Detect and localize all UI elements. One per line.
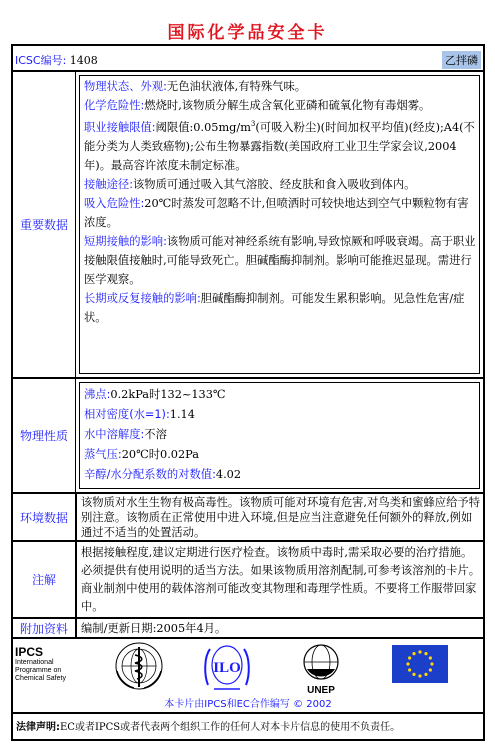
eu-star-icon bbox=[429, 656, 432, 659]
eu-star-icon bbox=[406, 662, 409, 665]
section-environmental-data bbox=[13, 494, 483, 542]
eu-star-icon bbox=[412, 673, 415, 676]
section-label: 附加资料 bbox=[13, 619, 76, 637]
section-physical-properties bbox=[13, 379, 483, 494]
icsc-number bbox=[15, 52, 98, 68]
section-label: 注解 bbox=[13, 542, 76, 617]
item-exposure-limits: 职业接触限值:阈限值$:0.05mg/m^3$(可吸入粉尘)(时间加权平均值)(经皮);A4(不能分类为人类致癌物);公布生物暴露指数(美国政府工业卫生学家会议,2004年)。最高容许浓度未制定标准。 bbox=[84, 120, 475, 172]
item-inhalation-risk: 吸入危险性:20℃时蒸发可忽略不计,但喷洒时可较快地达到空气中颗粒物有害浓度。 bbox=[84, 196, 469, 229]
unep-logo-text: UNEP bbox=[307, 685, 335, 696]
legal-label: 法律声明: bbox=[16, 722, 60, 733]
ipcs-sub-1: International bbox=[15, 659, 54, 666]
physical-properties-content bbox=[79, 382, 480, 489]
eu-star-icon bbox=[412, 652, 415, 655]
item-boiling-point: 沸点:0.2kPa时132~133℃ bbox=[84, 388, 226, 401]
ipcs-sub-3: Chemical Safety bbox=[15, 675, 66, 682]
item-chemical-danger: 化学危险性:燃烧时,该物质分解生成含氧化亚磷和硫氧化物有毒烟雾。 bbox=[84, 99, 431, 112]
eu-star-icon bbox=[429, 668, 432, 671]
ipcs-title: IPCS bbox=[15, 645, 44, 659]
icsc-number-label: ICSC编号: bbox=[15, 54, 67, 67]
item-water-solubility: 水中溶解度:不溶 bbox=[84, 428, 167, 441]
ilo-emblem-icon bbox=[202, 641, 252, 693]
logos-caption: 本卡片由IPCS和EC合作编写 © 2002 bbox=[164, 699, 332, 710]
environmental-text: 该物质对水生生物有极高毒性。该物质可能对环境有危害,对鸟类和蜜蜂应给予特别注意。该物质在正常使用中进入环境,但是应当注意避免任何额外的释放,例如通过不适当的处置活动。 bbox=[76, 494, 483, 540]
eu-star-icon bbox=[424, 652, 427, 655]
eu-star-icon bbox=[408, 656, 411, 659]
item-octanol-water: 辛醇/水分配系数的对数值:4.02 bbox=[84, 468, 242, 481]
legal-notice bbox=[13, 714, 483, 738]
section-notes bbox=[13, 542, 483, 619]
who-emblem-icon bbox=[114, 641, 164, 691]
legal-text: EC或者IPCS或者代表两个组织工作的任何人对本卡片信息的使用不负责任。 bbox=[60, 722, 401, 733]
ipcs-block bbox=[15, 645, 90, 683]
eu-flag-icon bbox=[392, 645, 448, 683]
section-label: 物理性质 bbox=[13, 379, 76, 492]
id-row bbox=[13, 46, 483, 72]
ipcs-sub-2: Programme on bbox=[15, 667, 62, 674]
icsc-card bbox=[11, 44, 485, 741]
eu-star-icon bbox=[430, 662, 433, 665]
eu-star-icon bbox=[418, 650, 421, 653]
item-exposure-routes: 接触途径:该物质可通过吸入其气溶胶、经皮肤和食入吸收到体内。 bbox=[84, 177, 416, 191]
chemical-name[interactable]: 乙拌磷 bbox=[442, 51, 481, 69]
eu-star-icon bbox=[424, 673, 427, 676]
item-vapour-pressure: 蒸气压:20℃时0.02Pa bbox=[84, 448, 199, 461]
additional-text: 编制/更新日期:2005年4月。 bbox=[76, 619, 483, 637]
ilo-logo-text: ILO bbox=[213, 660, 241, 676]
section-label: 环境数据 bbox=[13, 494, 76, 540]
section-important-data bbox=[13, 72, 483, 379]
item-physical-state: 物理状态、外观:无色油状液体,有特殊气味。 bbox=[84, 80, 307, 93]
notes-text: 根据接触程度,建议定期进行医疗检查。该物质中毒时,需采取必要的治疗措施。必须提供有使用说明的适当方法。如果该物质用溶剂配制,可参考该溶剂的卡片。商业制剂中使用的载体溶剂可能改变其物理和毒理学性质。不要将工作服带回家中。 bbox=[76, 542, 483, 617]
unep-emblem-icon bbox=[299, 641, 343, 699]
section-label: 重要数据 bbox=[13, 72, 76, 377]
item-short-term-effects: 短期接触的影响:该物质可能对神经系统有影响,导致惊厥和呼吸衰竭。高于职业接触限值接触时,可能导致死亡。胆碱酯酶抑制剂。影响可能推迟显现。需进行医学观察。 bbox=[84, 234, 476, 286]
eu-star-icon bbox=[418, 674, 421, 677]
logos-row bbox=[13, 639, 483, 714]
important-data-content bbox=[79, 75, 480, 374]
section-additional bbox=[13, 619, 483, 639]
item-relative-density: 相对密度(水=1):1.14 bbox=[84, 408, 195, 421]
item-long-term-effects: 长期或反复接触的影响:胆碱酯酶抑制剂。可能发生累积影响。见急性危害/症状。 bbox=[84, 291, 465, 324]
icsc-number-value: 1408 bbox=[69, 54, 98, 67]
eu-star-icon bbox=[408, 668, 411, 671]
card-title: 国际化学品安全卡 bbox=[167, 23, 328, 43]
